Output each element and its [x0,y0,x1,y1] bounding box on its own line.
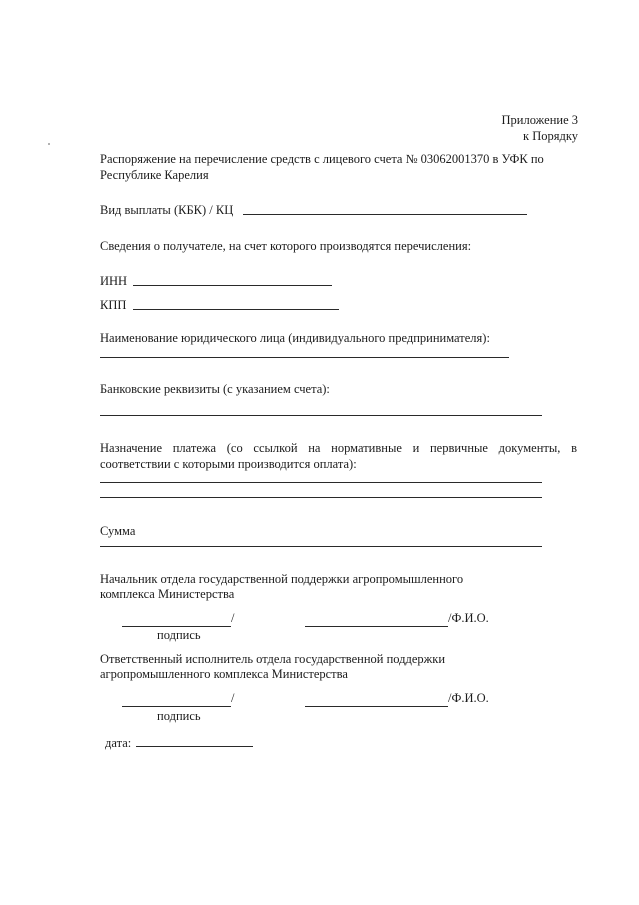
executor-signature-field[interactable] [122,706,231,707]
date-label: дата: [105,736,132,750]
amount-field[interactable] [100,546,542,547]
payment-purpose-label-line1: Назначение платежа (со ссылкой на нормативные и первичные документы, в [100,441,577,455]
payment-type-label: Вид выплаты (КБК) / КЦ [100,203,234,217]
bank-details-label: Банковские реквизиты (с указанием счета): [100,382,330,396]
executor-name-field[interactable] [305,706,448,707]
legal-entity-field[interactable] [100,357,509,358]
executor-title-line1: Ответственный исполнитель отдела государственной поддержки [100,652,446,666]
head-title-line1: Начальник отдела государственной поддержки агропромышленного [100,572,464,586]
amount-label: Сумма [100,524,136,538]
executor-fio-label: /Ф.И.О. [448,691,489,705]
inn-field[interactable] [133,285,332,286]
head-title-line2: комплекса Министерства [100,587,235,601]
head-fio-label: /Ф.И.О. [448,611,489,625]
kpp-field[interactable] [133,309,339,310]
appendix-number: Приложение 3 [501,113,578,127]
payment-purpose-field-line2[interactable] [100,497,542,498]
recipient-info-label: Сведения о получателе, на счет которого производятся перечисления: [100,239,472,253]
payment-purpose-field-line1[interactable] [100,482,542,483]
scan-speck [48,143,50,145]
order-title-line1: Распоряжение на перечисление средств с лицевого счета № 03062001370 в УФК по [100,152,544,166]
inn-label: ИНН [100,274,128,288]
payment-type-field[interactable] [243,214,527,215]
order-title-line2: Республике Карелия [100,168,209,182]
bank-details-field[interactable] [100,415,542,416]
date-field[interactable] [136,746,253,747]
appendix-reference: к Порядку [523,129,578,143]
executor-title-line2: агропромышленного комплекса Министерства [100,667,348,681]
head-signature-slash: / [231,611,235,625]
head-name-field[interactable] [305,626,448,627]
executor-signature-caption: подпись [157,709,201,723]
head-signature-caption: подпись [157,628,201,642]
payment-purpose-label-line2: соответствии с которыми производится оплата): [100,457,357,471]
legal-entity-label: Наименование юридического лица (индивидуального предпринимателя): [100,331,490,345]
kpp-label: КПП [100,298,127,312]
executor-signature-slash: / [231,691,235,705]
